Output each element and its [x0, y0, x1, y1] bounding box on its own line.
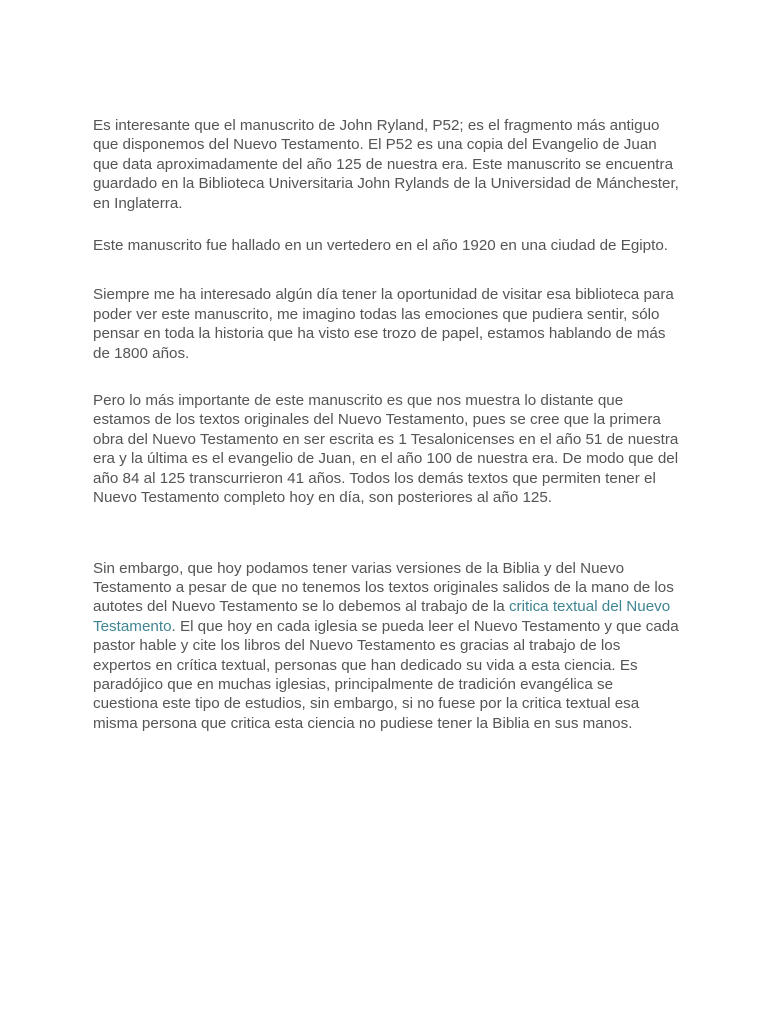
document-page: [93, 116, 679, 733]
paragraph-textual-criticism: [93, 559, 679, 734]
paragraph-p52-intro: Es interesante que el manuscrito de John Ryland, P52; es el fragmento más antiguo que disponemos del Nuevo Testamento. El P52 es una copia del Evangelio de Juan que data aproximadamente del año 125 de nuestra era. Este manuscrito se encuentra guardado en la Biblioteca Universitaria John Rylands de la Universidad de Mánchester, en Inglaterra.: [93, 117, 679, 212]
paragraph-text-after-link: . El que hoy en cada iglesia se pueda leer el Nuevo Testamento y que cada pastor hable y cite los libros del Nuevo Testamento es gracias al trabajo de los expertos en crítica textual, personas que han dedicado su vida a esta ciencia. Es paradójico que en muchas iglesias, principalmente de tradición evangélica se cuestiona este tipo de estudios, sin embargo, si no fuese por la critica textual esa misma persona que critica esta ciencia no pudiese tener la Biblia en sus manos.: [93, 617, 679, 732]
textual-criticism-link[interactable]: critica textual del Nuevo Testamento: [93, 598, 671, 635]
paragraph-discovery: Este manuscrito fue hallado en un vertedero en el año 1920 en una ciudad de Egipto.: [93, 237, 669, 255]
paragraph-distance-to-originals: Pero lo más importante de este manuscrito es que nos muestra lo distante que estamos de los textos originales del Nuevo Testamento, pues se cree que la primera obra del Nuevo Testamento en ser escrita es 1 Tesalonicenses en el año 51 de nuestra era y la última es el evangelio de Juan, en el año 100 de nuestra era. De modo que del año 84 al 125 transcurrieron 41 años. Todos los demás textos que permiten tener el Nuevo Testamento completo hoy en día, son posteriores al año 125.: [93, 392, 679, 507]
paragraph-personal-interest: Siempre me ha interesado algún día tener la oportunidad de visitar esa biblioteca para poder ver este manuscrito, me imagino todas las emociones que pudiera sentir, sólo pensar en toda la historia que ha visto ese trozo de papel, estamos hablando de más de 1800 años.: [93, 286, 674, 362]
paragraph-text-before-link: Sin embargo, que hoy podamos tener varias versiones de la Biblia y del Nuevo Testamento a pesar de que no tenemos los textos originales salidos de la mano de los autotes del Nuevo Testamento se lo debemos al trabajo de la: [93, 559, 674, 616]
